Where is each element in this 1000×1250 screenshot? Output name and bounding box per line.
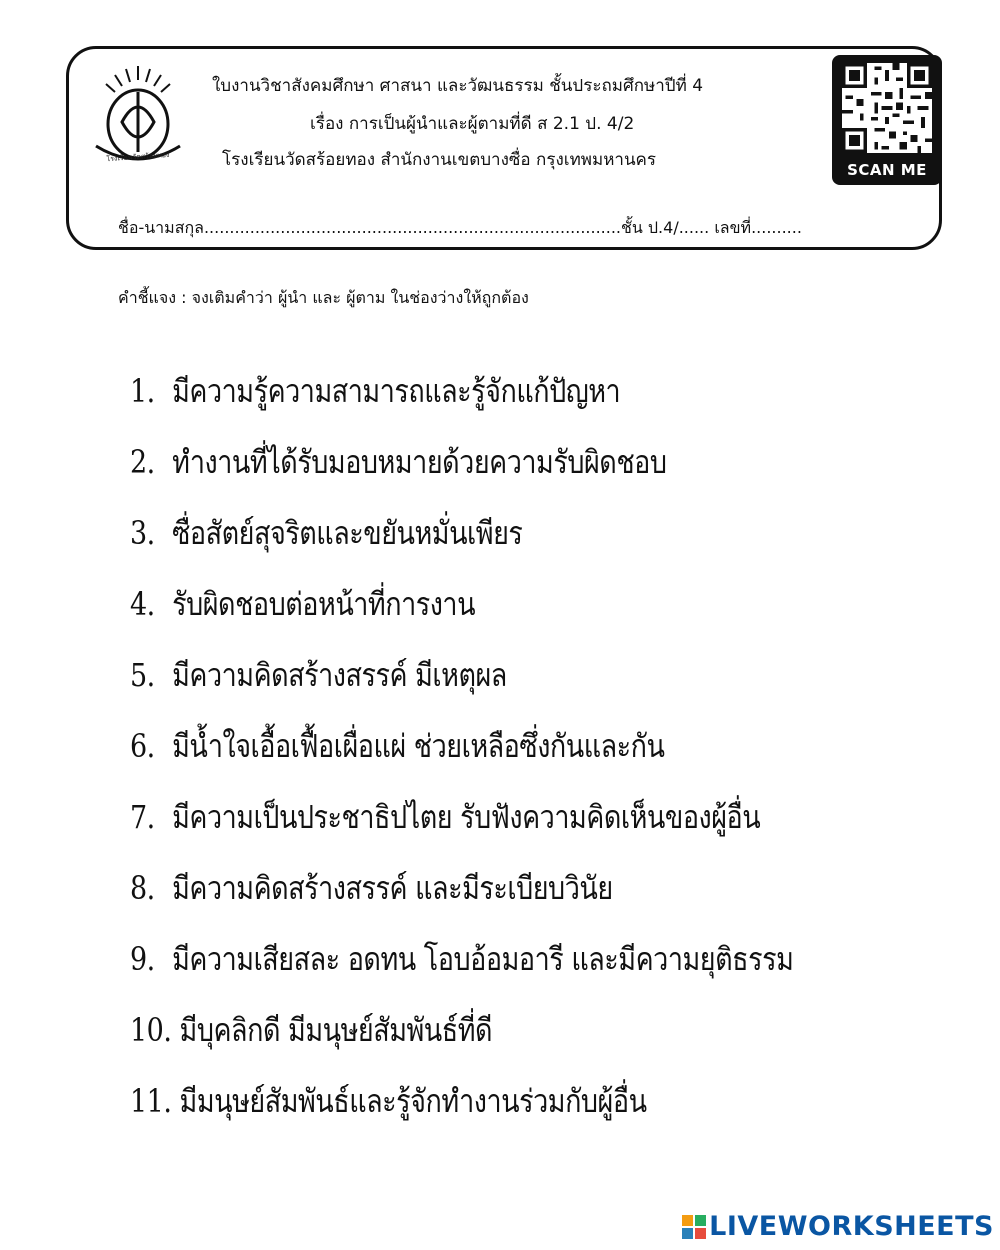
item-number: 9. (130, 941, 155, 979)
logo-caption: โรงเรียนวัดสร้อยทอง (106, 150, 170, 164)
item-number: 7. (130, 799, 155, 837)
item-text: รับผิดชอบต่อหน้าที่การงาน (172, 586, 476, 624)
item-text: มีความคิดสร้างสรรค์ และมีระเบียบวินัย (172, 870, 613, 908)
item-text: มีบุคลิกดี มีมนุษย์สัมพันธ์ที่ดี (179, 1012, 493, 1050)
liveworksheets-logo-icon (681, 1214, 707, 1240)
qr-matrix-icon (842, 63, 932, 153)
qr-code[interactable] (832, 55, 942, 185)
item-text: มีความคิดสร้างสรรค์ มีเหตุผล (172, 657, 507, 695)
student-name-line: ชื่อ-นามสกุล..................................................................................ชั้น ป.4/...... เลขที่.......... (118, 218, 802, 237)
item-text: มีมนุษย์สัมพันธ์และรู้จักทำงานร่วมกับผู้อื่น (179, 1083, 647, 1121)
question-list (130, 372, 930, 1153)
item-text: มีความเสียสละ อดทน โอบอ้อมอารี และมีความยุติธรรม (172, 941, 794, 979)
worksheet-topic: เรื่อง การเป็นผู้นำและผู้ตามที่ดี ส 2.1 ป. 4/2 (310, 114, 635, 134)
item-text: มีความรู้ความสามารถและรู้จักแก้ปัญหา (172, 373, 621, 411)
liveworksheets-watermark[interactable] (681, 1211, 994, 1242)
item-number: 8. (130, 870, 155, 908)
watermark-text: LIVEWORKSHEETS (709, 1211, 994, 1242)
item-text: มีน้ำใจเอื้อเฟื้อเผื่อแผ่ ช่วยเหลือซึ่งกันและกัน (172, 728, 665, 766)
item-number: 5. (130, 657, 155, 695)
item-text: ทำงานที่ได้รับมอบหมายด้วยความรับผิดชอบ (172, 444, 667, 482)
item-number: 1. (130, 373, 155, 411)
worksheet-title: ใบงานวิชาสังคมศึกษา ศาสนา และวัฒนธรรม ชั้นประถมศึกษาปีที่ 4 (212, 76, 704, 96)
qr-label: SCAN ME (847, 161, 927, 179)
list-item (130, 1076, 930, 1160)
item-number: 10. (130, 1012, 172, 1050)
item-number: 6. (130, 728, 155, 766)
item-text: มีความเป็นประชาธิปไตย รับฟังความคิดเห็นของผู้อื่น (172, 799, 761, 837)
item-number: 2. (130, 444, 155, 482)
instructions: คำชี้แจง : จงเติมคำว่า ผู้นำ และ ผู้ตาม ในช่องว่างให้ถูกต้อง (118, 288, 529, 307)
item-number: 4. (130, 586, 155, 624)
qr-pattern (842, 63, 932, 153)
item-number: 11. (130, 1083, 172, 1121)
item-text: ซื่อสัตย์สุจริตและขยันหมั่นเพียร (172, 515, 523, 553)
item-number: 3. (130, 515, 155, 553)
school-info: โรงเรียนวัดสร้อยทอง สำนักงานเขตบางซื่อ กรุงเทพมหานคร (222, 150, 657, 170)
